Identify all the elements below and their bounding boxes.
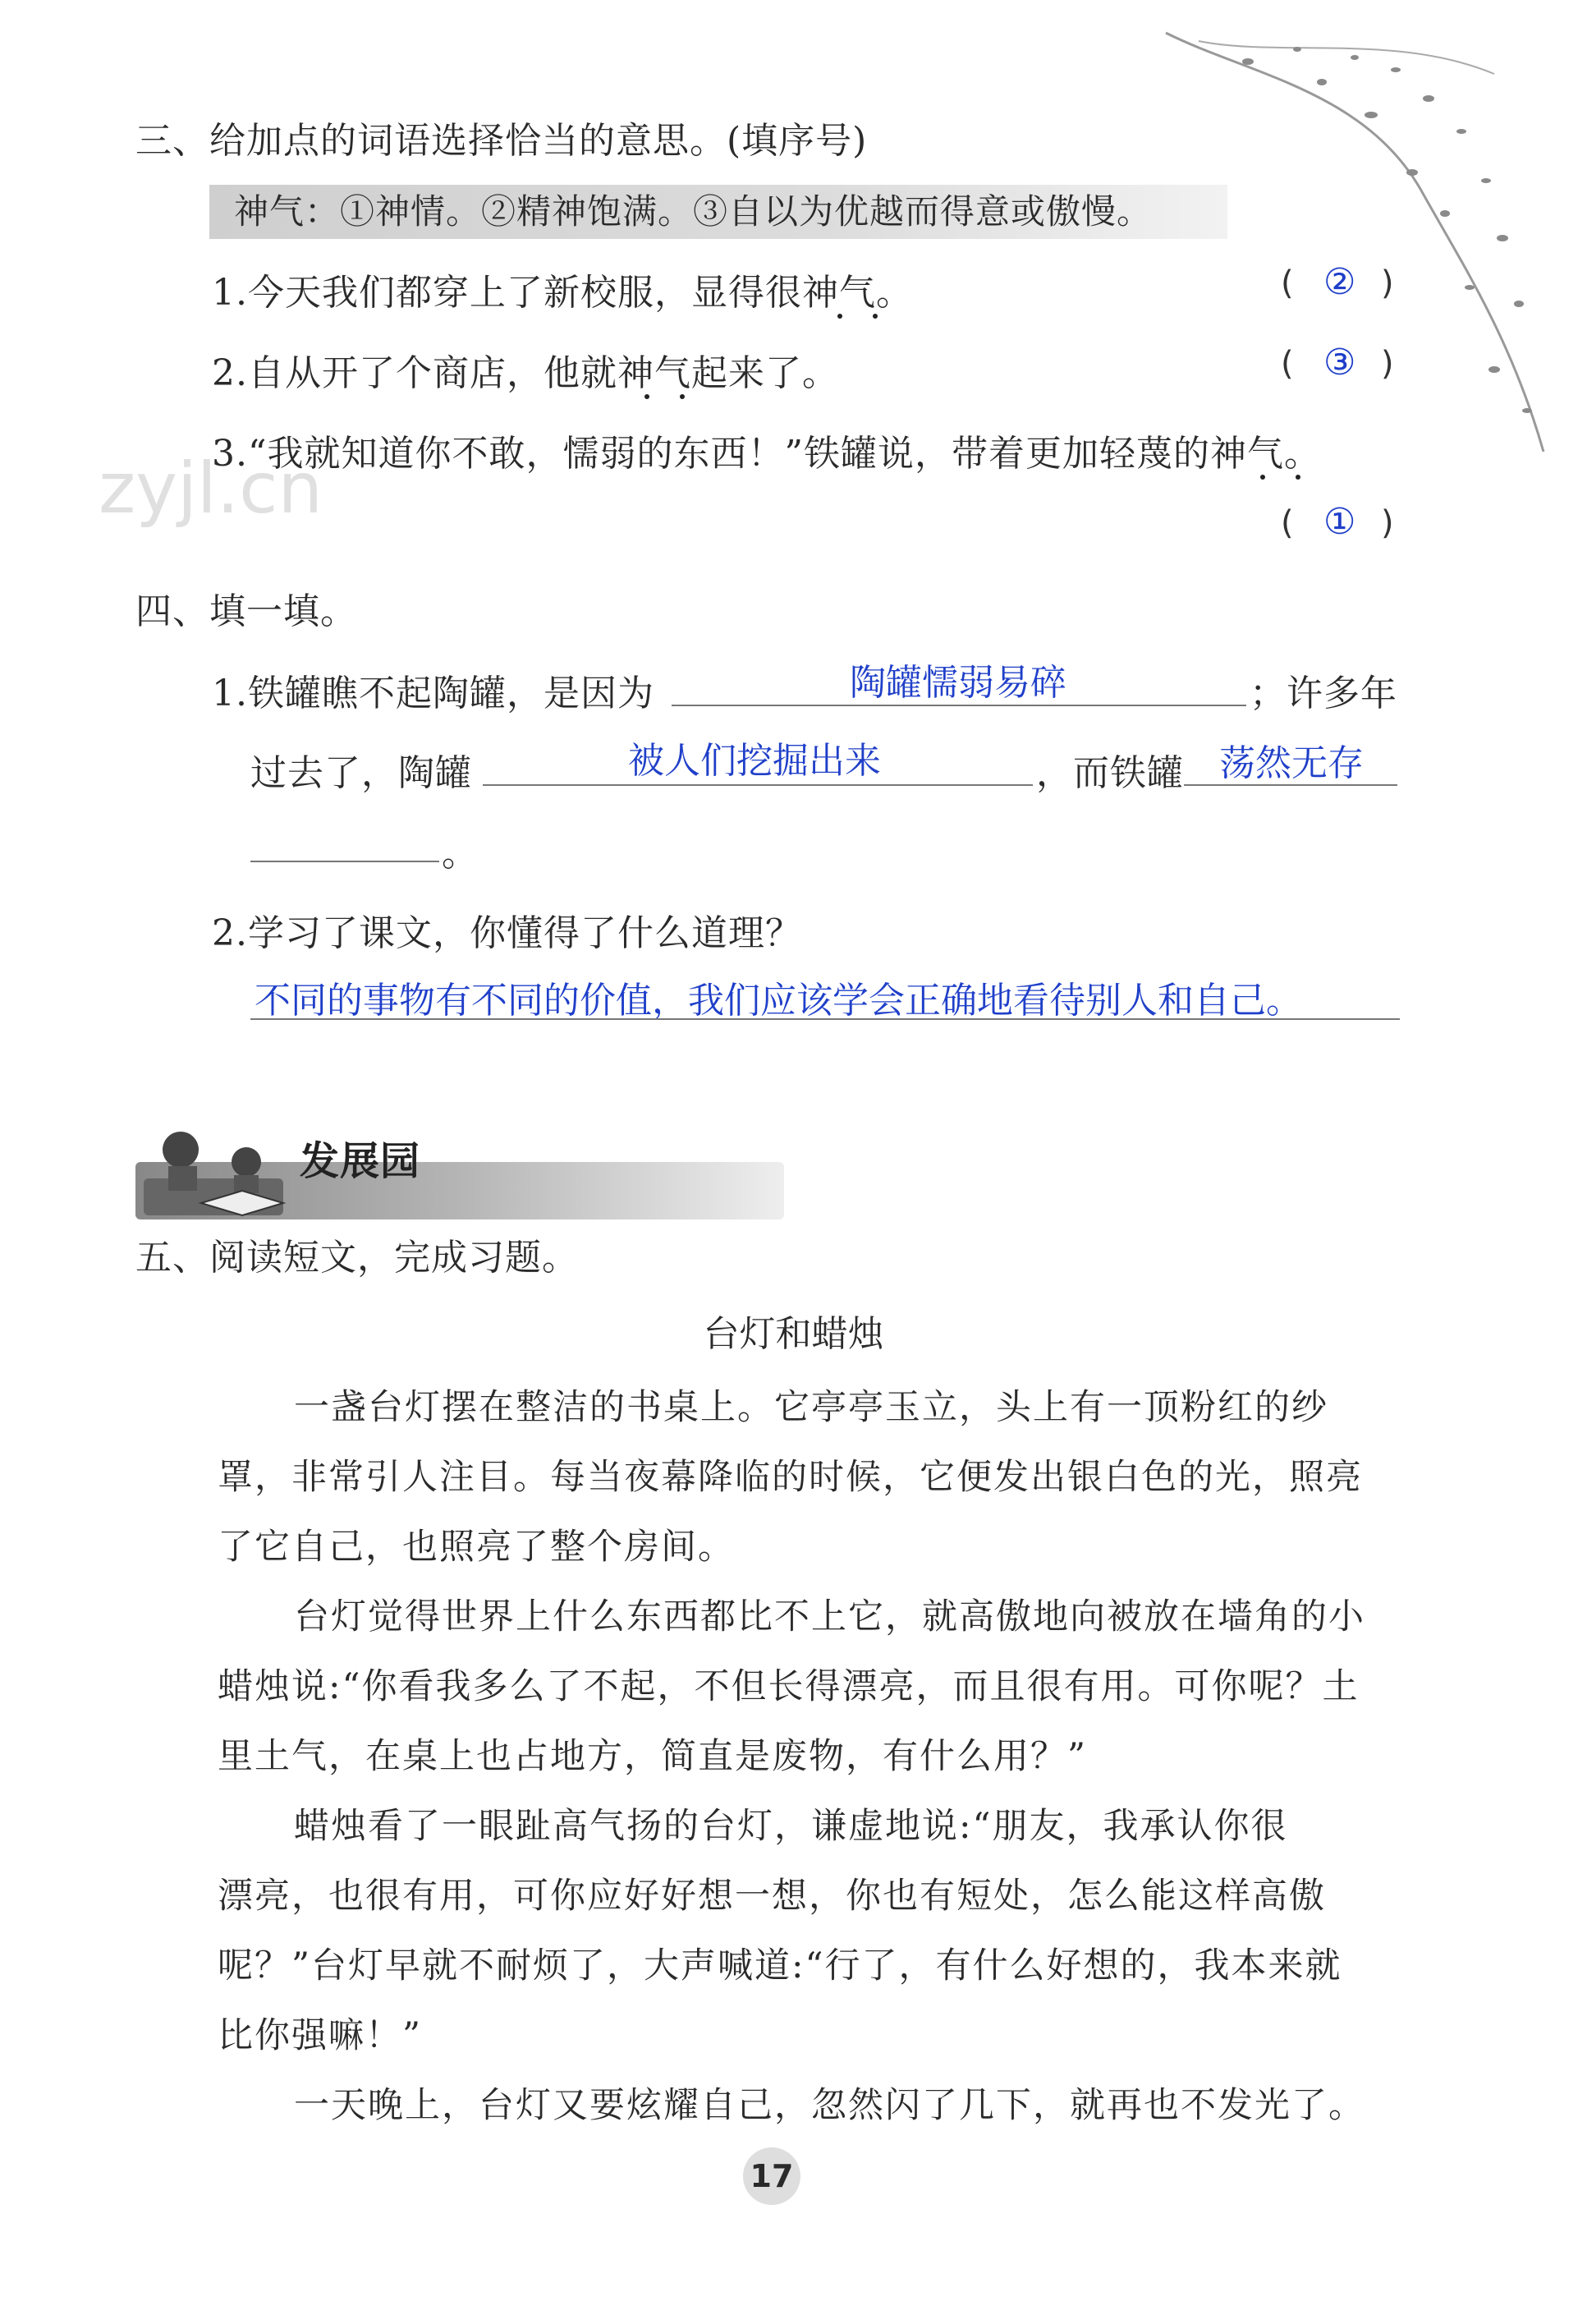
banner-title: 发展园 [300,1138,421,1184]
story-line-10: 比你强嘛！” [218,2015,422,2056]
section4-heading: 四、填一填。 [135,590,357,632]
section5-heading: 五、阅读短文，完成习题。 [135,1237,579,1279]
story-line-2: 罩，非常引人注目。每当夜幕降临的时候，它便发出银白色的光，照亮 [218,1457,1363,1498]
s3-item-1: 1.今天我们都穿上了新校服，显得很神气。 [212,272,913,314]
s4-q1-part1: 1.铁罐瞧不起陶罐，是因为 [212,673,654,714]
story-title: 台灯和蜡烛 [703,1313,884,1355]
s3-item-3: 3.“我就知道你不敢，懦弱的东西！”铁罐说，带着更加轻蔑的神气。 [212,433,1321,475]
story-line-11: 一天晚上，台灯又要炫耀自己，忽然闪了几下，就再也不发光了。 [294,2085,1365,2126]
development-banner [135,1113,792,1244]
story-line-7: 蜡烛看了一眼趾高气扬的台灯，谦虚地说:“朋友，我承认你很 [294,1806,1288,1847]
s3-paren-3: ( [1281,504,1294,542]
s3-answer-1: ② [1323,261,1356,303]
s4-q1-part2: ；许多年 [1250,673,1397,714]
section3-heading: 三、给加点的词语选择恰当的意思。(填序号) [135,120,868,162]
s4-answer-2: 被人们挖掘出来 [628,740,881,782]
s4-q2-answer: 不同的事物有不同的价值，我们应该学会正确地看待别人和自己。 [255,980,1302,1022]
watermark: zyjl.cn [99,448,323,530]
story-line-8: 漂亮，也很有用，可你应好好想一想，你也有短处，怎么能这样高傲 [218,1876,1326,1917]
s4-q1-part3: 过去了，陶罐 [250,752,472,794]
s3-paren-2: ( [1281,345,1294,383]
kids-reading-icon [135,1113,291,1236]
s4-q2-question: 2.学习了课文，你懂得了什么道理？ [212,912,802,954]
story-line-3: 了它自己，也照亮了整个房间。 [218,1527,735,1568]
story-line-9: 呢？”台灯早就不耐烦了，大声喊道:“行了，有什么好想的，我本来就 [218,1945,1342,1986]
story-line-1: 一盏台灯摆在整洁的书桌上。它亭亭玉立，头上有一顶粉红的纱 [294,1387,1328,1428]
s4-q1-part4: ，而铁罐 [1036,752,1184,794]
s4-answer-1: 陶罐懦弱易碎 [850,662,1066,704]
definition-box: 神气：①神情。②精神饱满。③自以为优越而得意或傲慢。 [209,185,1227,239]
s3-item-2: 2.自从开了个商店，他就神气起来了。 [212,352,839,394]
s3-answer-2: ③ [1323,342,1356,384]
story-line-5: 蜡烛说:“你看我多么了不起，不但长得漂亮，而且很有用。可你呢？土 [218,1666,1360,1707]
s4-q1-part5: 。 [442,833,479,875]
s3-paren-1: ( [1281,264,1294,302]
story-line-4: 台灯觉得世界上什么东西都比不上它，就高傲地向被放在墙角的小 [294,1596,1365,1637]
s3-answer-3: ① [1323,501,1356,543]
s4-answer-3: 荡然无存 [1219,742,1364,784]
story-line-6: 里土气，在桌上也占地方，简直是废物，有什么用？” [218,1736,1087,1777]
page-number: 17 [743,2147,800,2205]
